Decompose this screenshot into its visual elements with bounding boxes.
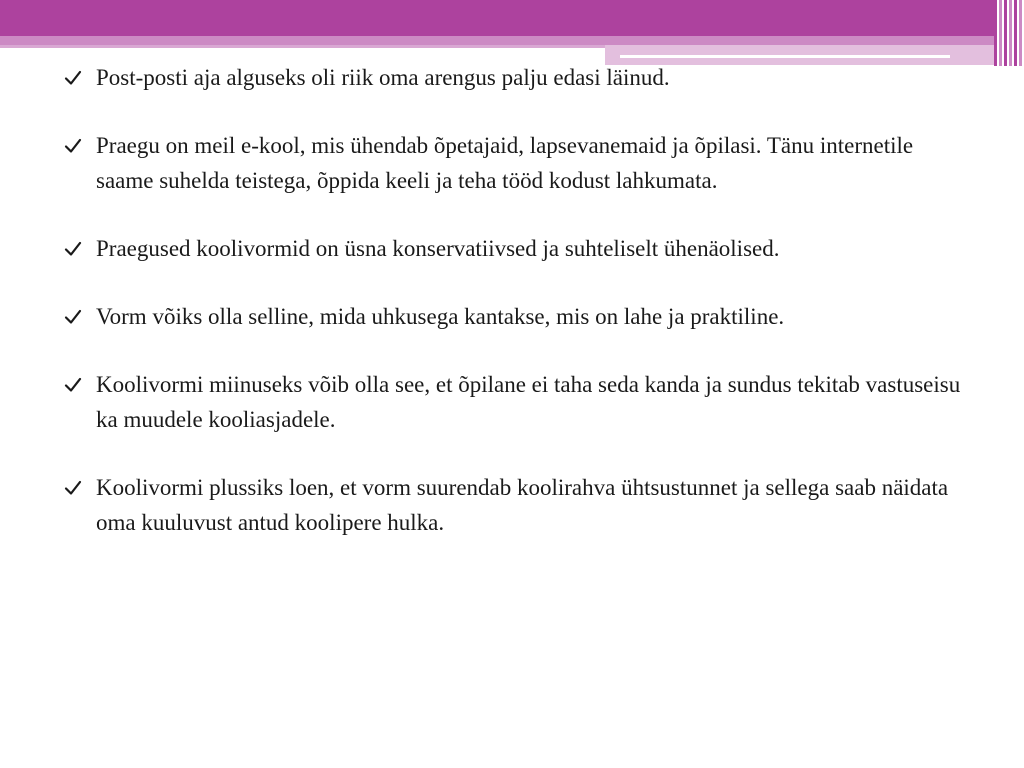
checkmark-icon: [64, 231, 88, 266]
bullet-item: [64, 231, 964, 266]
bullet-text: Praegused koolivormid on üsna konservatiivsed ja suhteliselt ühenäolised.: [96, 236, 780, 261]
checkmark-icon: [64, 367, 88, 402]
checkmark-icon: [64, 60, 88, 95]
header-accent-gap: [620, 55, 950, 58]
checkmark-icon: [64, 470, 88, 505]
bullet-item: [64, 470, 964, 540]
bullet-text: Koolivormi miinuseks võib olla see, et õpilane ei taha seda kanda ja sundus tekitab vastuseisu ka muudele kooliasjadele.: [96, 372, 961, 432]
header-stripes: [994, 0, 1024, 66]
bullet-text: Praegu on meil e-kool, mis ühendab õpetajaid, lapsevanemaid ja õpilasi. Tänu internetile saame suhelda teistega, õppida keeli ja teha tööd kodust lahkumata.: [96, 133, 914, 193]
bullet-item: [64, 299, 964, 334]
bullet-text: Post-posti aja alguseks oli riik oma arengus palju edasi läinud.: [96, 65, 670, 90]
header-band-light: [0, 36, 1000, 45]
slide-content: [64, 60, 964, 573]
checkmark-icon: [64, 299, 88, 334]
bullet-text: Vorm võiks olla selline, mida uhkusega kantakse, mis on lahe ja praktiline.: [96, 304, 785, 329]
header-band: [0, 0, 1000, 36]
bullet-item: [64, 60, 964, 95]
bullet-item: [64, 367, 964, 437]
bullet-item: [64, 128, 964, 198]
bullet-text: Koolivormi plussiks loen, et vorm suurendab koolirahva ühtsustunnet ja sellega saab näidata oma kuuluvust antud koolipere hulka.: [96, 475, 949, 535]
bullet-list: [64, 60, 964, 540]
checkmark-icon: [64, 128, 88, 163]
header-accent-line: [0, 45, 605, 48]
